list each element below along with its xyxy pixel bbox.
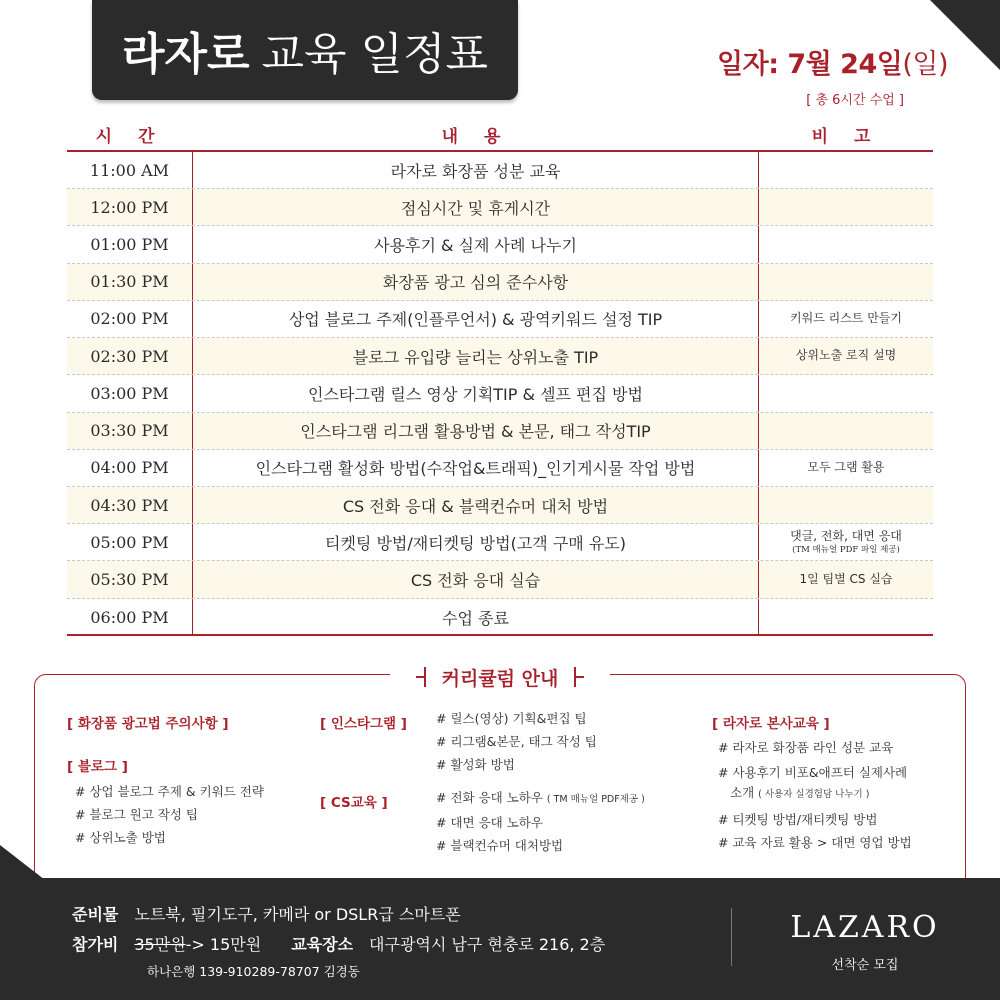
header-content: 내 용	[441, 126, 511, 147]
row-time: 04:30 PM	[67, 487, 193, 523]
table-row	[67, 524, 933, 561]
curriculum-heading	[390, 663, 610, 691]
title-banner	[92, 0, 518, 100]
row-note	[759, 264, 933, 300]
event-day: (일)	[902, 49, 948, 80]
fee-new: -> 15만원	[185, 935, 262, 954]
event-date-text: 일자: 7월 24일	[717, 49, 903, 80]
row-note	[759, 524, 933, 560]
category-hq: [ 라자로 본사교육 ]	[712, 716, 830, 732]
table-row	[67, 264, 933, 301]
instagram-items	[436, 707, 597, 776]
row-note	[759, 561, 933, 597]
row-note	[759, 413, 933, 449]
table-row	[67, 413, 933, 450]
list-item	[436, 786, 645, 811]
row-time: 03:30 PM	[67, 413, 193, 449]
table-row	[67, 301, 933, 338]
brand-subtitle: 선착순 모집	[831, 958, 899, 973]
row-content: 인스타그램 활성화 방법(수작업&트래픽)_인기게시물 작업 방법	[193, 450, 759, 486]
list-item: # 라자로 화장품 라인 성분 교육	[718, 740, 894, 755]
heading-bar-left	[424, 667, 426, 687]
hq-item-note: ( 사용자 실경험담 나누기 )	[758, 789, 870, 800]
list-item: # 활성화 방법	[436, 757, 515, 772]
row-content: CS 전화 응대 실습	[193, 561, 759, 597]
row-content: 티켓팅 방법/재티켓팅 방법(고객 구매 유도)	[193, 524, 759, 560]
category-blog: [ 블로그 ]	[67, 759, 128, 775]
row-note-text: 키워드 리스트 만들기	[790, 311, 902, 326]
row-note-text: 댓글, 전화, 대면 응대	[790, 528, 902, 543]
row-note	[759, 599, 933, 636]
list-item: # 리그램&본문, 태그 작성 팁	[436, 734, 597, 749]
total-hours: [ 총 6시간 수업 ]	[806, 93, 904, 108]
row-content: 화장품 광고 심의 준수사항	[193, 264, 759, 300]
list-item: # 블로그 원고 작성 팁	[75, 807, 198, 822]
table-row	[67, 338, 933, 375]
row-time: 11:00 AM	[67, 152, 193, 188]
row-content: 블로그 유입량 늘리는 상위노출 TIP	[193, 338, 759, 374]
table-row	[67, 487, 933, 524]
list-item: # 릴스(영상) 기획&편집 팁	[436, 711, 587, 726]
list-item: # 블랙컨슈머 대처방법	[436, 838, 564, 853]
hq-items	[718, 736, 912, 854]
row-time: 12:00 PM	[67, 189, 193, 225]
row-time: 05:30 PM	[67, 561, 193, 597]
list-item	[718, 784, 912, 804]
row-note-text: 모두 그램 활용	[807, 460, 885, 475]
header-note: 비 고	[811, 126, 881, 147]
table-row	[67, 450, 933, 487]
cs-item-text: # 전화 응대 노하우	[436, 790, 543, 805]
row-time: 05:00 PM	[67, 524, 193, 560]
fee-old: 35만원	[134, 935, 186, 954]
row-note	[759, 487, 933, 523]
row-content: 인스타그램 릴스 영상 기획TIP & 셀프 편집 방법	[193, 375, 759, 411]
place-label: 교육장소	[291, 935, 354, 954]
corner-decoration-bottom-left	[0, 845, 45, 880]
list-item: # 티켓팅 방법/재티켓팅 방법	[718, 812, 878, 827]
cs-item-note: ( TM 매뉴얼 PDF제공 )	[546, 794, 645, 805]
table-row	[67, 599, 933, 636]
footer	[0, 878, 1000, 1000]
row-time: 04:00 PM	[67, 450, 193, 486]
list-item: # 사용후기 비포&애프터 실제사례	[718, 765, 908, 780]
list-item: # 상업 블로그 주제 & 키워드 전략	[75, 784, 264, 799]
row-note	[759, 338, 933, 374]
row-note-small: (TM 매뉴얼 PDF 파일 제공)	[792, 544, 900, 555]
category-instagram: [ 인스타그램 ]	[320, 716, 407, 732]
table-row	[67, 226, 933, 263]
date-block	[717, 42, 948, 108]
table-row	[67, 375, 933, 412]
row-content: 인스타그램 리그램 활용방법 & 본문, 태그 작성TIP	[193, 413, 759, 449]
row-note	[759, 189, 933, 225]
row-time: 01:30 PM	[67, 264, 193, 300]
list-item: # 상위노출 방법	[75, 830, 166, 845]
schedule-table-body	[67, 152, 933, 636]
row-note	[759, 375, 933, 411]
category-ad-law: [ 화장품 광고법 주의사항 ]	[67, 716, 229, 732]
row-content: 사용후기 & 실제 사례 나누기	[193, 226, 759, 262]
fee-label: 참가비	[72, 935, 119, 954]
row-time: 03:00 PM	[67, 375, 193, 411]
row-note	[759, 450, 933, 486]
row-note-text: 상위노출 로직 설명	[795, 348, 897, 363]
prep-label: 준비물	[72, 905, 119, 924]
row-note	[759, 226, 933, 262]
row-note	[759, 301, 933, 337]
row-content: 라자로 화장품 성분 교육	[193, 152, 759, 188]
blog-items	[75, 780, 264, 849]
schedule-table-header	[67, 118, 933, 152]
table-row	[67, 561, 933, 598]
row-time: 02:00 PM	[67, 301, 193, 337]
row-content: CS 전화 응대 & 블랙컨슈머 대처 방법	[193, 487, 759, 523]
row-time: 02:30 PM	[67, 338, 193, 374]
bank-account: 하나은행 139-910289-78707 김경동	[147, 964, 360, 979]
place-value: 대구광역시 남구 현충로 216, 2층	[369, 935, 606, 954]
row-note-text: 1일 팀별 CS 실습	[799, 571, 893, 586]
footer-divider	[731, 908, 732, 966]
fee-line	[72, 932, 605, 955]
table-row	[67, 189, 933, 226]
header-time: 시 간	[95, 126, 165, 147]
row-time: 01:00 PM	[67, 226, 193, 262]
category-cs: [ CS교육 ]	[320, 795, 388, 811]
heading-bar-right	[574, 667, 576, 687]
table-row	[67, 152, 933, 189]
list-item: # 대면 응대 노하우	[436, 815, 543, 830]
row-content: 점심시간 및 휴게시간	[193, 189, 759, 225]
prep-value: 노트북, 필기도구, 카메라 or DSLR급 스마트폰	[134, 905, 461, 924]
brand-logo: LAZARO	[790, 910, 940, 945]
title-text: 교육 일정표	[261, 29, 489, 80]
row-content: 상업 블로그 주제(인플루언서) & 광역키워드 설정 TIP	[193, 301, 759, 337]
hq-item-text: 소개	[730, 785, 755, 800]
list-item: # 교육 자료 활용 > 대면 영업 방법	[718, 835, 912, 850]
title-brand: 라자로	[121, 29, 250, 80]
prep-line	[72, 902, 461, 925]
row-content: 수업 종료	[193, 599, 759, 636]
curriculum-title: 커리큘럼 안내	[441, 667, 559, 690]
event-date	[717, 42, 948, 81]
cs-items	[436, 786, 645, 857]
row-note	[759, 152, 933, 188]
row-time: 06:00 PM	[67, 599, 193, 636]
